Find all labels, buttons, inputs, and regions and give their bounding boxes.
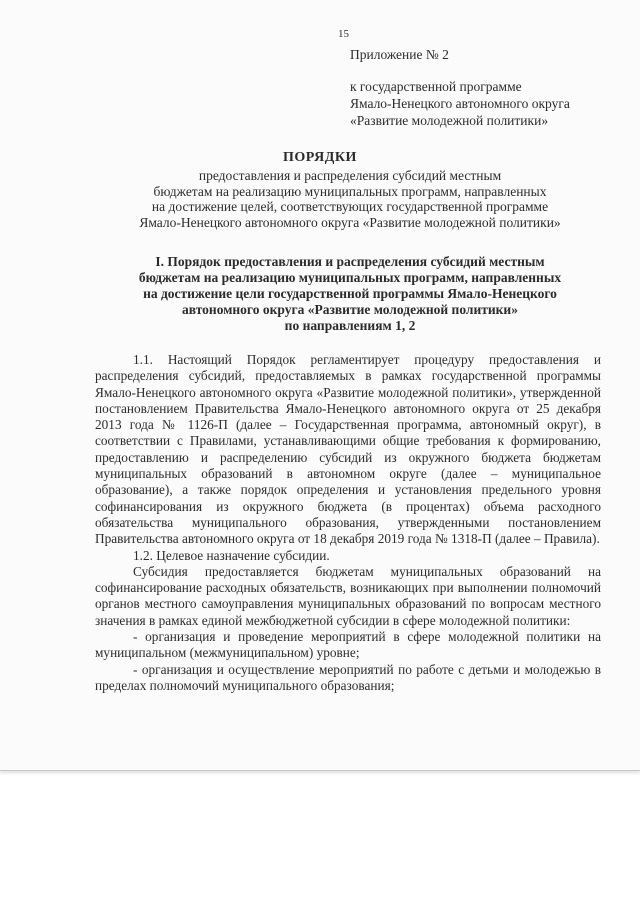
appendix-gap (350, 63, 570, 78)
list-item: - организация и осуществление мероприятий по работе с детьми и молодежью в пределах полномочий муниципального образования; (95, 661, 601, 693)
body-text (95, 352, 601, 694)
section-heading-line: на достижение цели государственной программы Ямало-Ненецкого (143, 286, 557, 301)
section-heading-line: автономного округа «Развитие молодежной политики» (182, 302, 518, 317)
paragraph-subsidy: Субсидия предоставляется бюджетам муниципальных образований на софинансирование расходных обязательств, возникающих при выполнении полномочий органов местного самоуправления муниципальных образований по вопросам местного значения в рамках единой межбюджетной субсидии в сфере молодежной политики: (95, 563, 601, 628)
section-heading-line: бюджетам на реализацию муниципальных программ, направленных (138, 270, 562, 285)
subtitle-line: бюджетам на реализацию муниципальных программ, направленных (153, 183, 547, 199)
paragraph-1-2: 1.2. Целевое назначение субсидии. (133, 547, 330, 563)
appendix-block (350, 46, 570, 129)
section-heading-line: по направлениям 1, 2 (284, 318, 416, 333)
page-number: 15 (338, 28, 349, 40)
document-subtitle (100, 168, 600, 230)
appendix-ref-line: к государственной программе (350, 79, 522, 94)
list-item: - организация и проведение мероприятий в сфере молодежной политики на муниципальном (межмуниципальном) уровне; (95, 629, 601, 661)
appendix-ref-line: Ямало-Ненецкого автономного округа (350, 96, 570, 111)
section-heading-line: I. Порядок предоставления и распределения субсидий местным (155, 254, 545, 269)
appendix-ref-line: «Развитие молодежной политики» (350, 113, 549, 128)
appendix-number: Приложение № 2 (350, 47, 449, 62)
subtitle-line: на достижение целей, соответствующих государственной программе (151, 199, 549, 214)
paragraph-1-1: 1.1. Настоящий Порядок регламентирует процедуру предоставления и распределения субсидий, предоставляемых в рамках государственной программы Ямало-Ненецкого автономного округа «Развитие молодежной политики», утвержденной постановлением Правительства Ямало-Ненецкого автономного округа от 25 декабря 2013 года № 1126-П (далее – Государственная программа, автономный округ), в соответствии с Правилами, устанавливающими общие требования к формированию, предоставлению и распределению субсидий из окружного бюджета бюджетам муниципальных образований в автономном округе (далее – муниципальное образование), а также порядок определения и установления предельного уровня софинансирования из окружного бюджета (в процентах) объема расходного обязательства муниципального образования, утвержденными постановлением Правительства автономного округа от 18 декабря 2019 года № 1318-П (далее – Правила). (95, 352, 601, 547)
subtitle-line: предоставления и распределения субсидий местным (198, 168, 502, 183)
section-heading (95, 254, 605, 334)
subtitle-line: Ямало-Ненецкого автономного округа «Развитие молодежной политики» (139, 214, 561, 230)
document-title: ПОРЯДКИ (283, 150, 357, 165)
